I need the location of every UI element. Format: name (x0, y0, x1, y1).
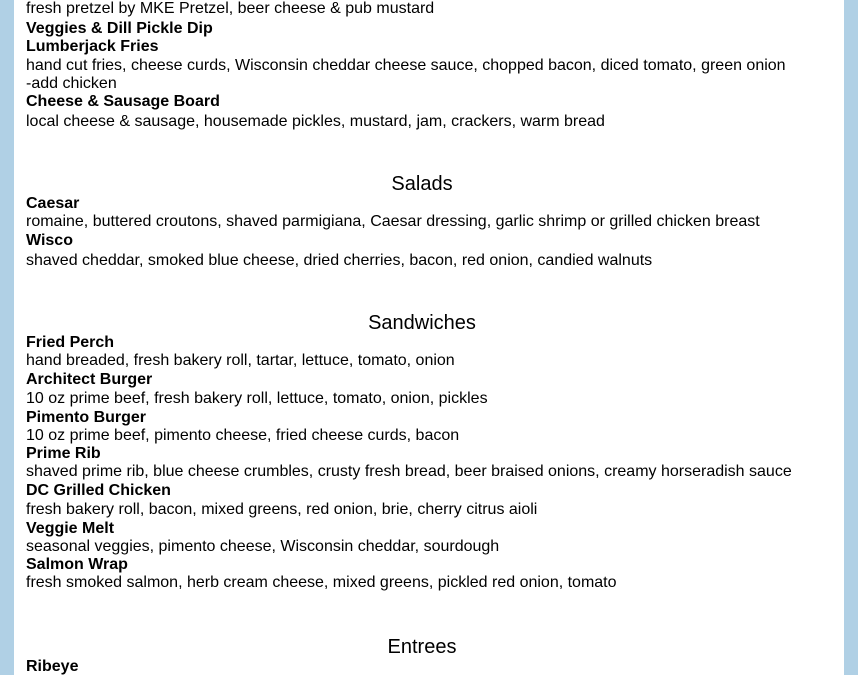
item-name: Ribeye (26, 658, 79, 675)
item-description: fresh smoked salmon, herb cream cheese, mixed greens, pickled red onion, tomato (26, 574, 617, 591)
item-description: fresh bakery roll, bacon, mixed greens, red onion, brie, cherry citrus aioli (26, 501, 538, 518)
item-description: 10 oz prime beef, fresh bakery roll, lettuce, tomato, onion, pickles (26, 390, 488, 407)
section-heading-salads: Salads (391, 173, 453, 195)
item-description: local cheese & sausage, housemade pickles, mustard, jam, crackers, warm bread (26, 113, 605, 130)
item-description: hand breaded, fresh bakery roll, tartar, lettuce, tomato, onion (26, 352, 455, 369)
menu-page (14, 0, 844, 675)
item-description: 10 oz prime beef, pimento cheese, fried cheese curds, bacon (26, 427, 460, 444)
item-description: shaved cheddar, smoked blue cheese, dried cherries, bacon, red onion, candied walnuts (26, 252, 653, 269)
section-heading-sandwiches: Sandwiches (368, 312, 476, 334)
item-name: DC Grilled Chicken (26, 482, 171, 499)
item-description: fresh pretzel by MKE Pretzel, beer cheese & pub mustard (26, 0, 435, 17)
item-name: Veggies & Dill Pickle Dip (26, 20, 213, 37)
item-name: Lumberjack Fries (26, 38, 159, 55)
item-name: Caesar (26, 195, 80, 212)
item-name: Salmon Wrap (26, 556, 128, 573)
item-description: hand cut fries, cheese curds, Wisconsin cheddar cheese sauce, chopped bacon, diced tomato, green onion (26, 57, 786, 74)
item-name: Prime Rib (26, 445, 101, 462)
item-name: Wisco (26, 232, 73, 249)
item-description: shaved prime rib, blue cheese crumbles, crusty fresh bread, beer braised onions, creamy horseradish sauce (26, 463, 792, 480)
item-note: -add chicken (26, 75, 117, 92)
item-description: romaine, buttered croutons, shaved parmigiana, Caesar dressing, garlic shrimp or grilled chicken breast (26, 213, 760, 230)
item-description: seasonal veggies, pimento cheese, Wisconsin cheddar, sourdough (26, 538, 500, 555)
item-name: Cheese & Sausage Board (26, 93, 220, 110)
item-name: Fried Perch (26, 334, 115, 351)
item-name: Architect Burger (26, 371, 153, 388)
item-name: Pimento Burger (26, 409, 147, 426)
item-name: Veggie Melt (26, 520, 115, 537)
section-heading-entrees: Entrees (387, 636, 457, 658)
